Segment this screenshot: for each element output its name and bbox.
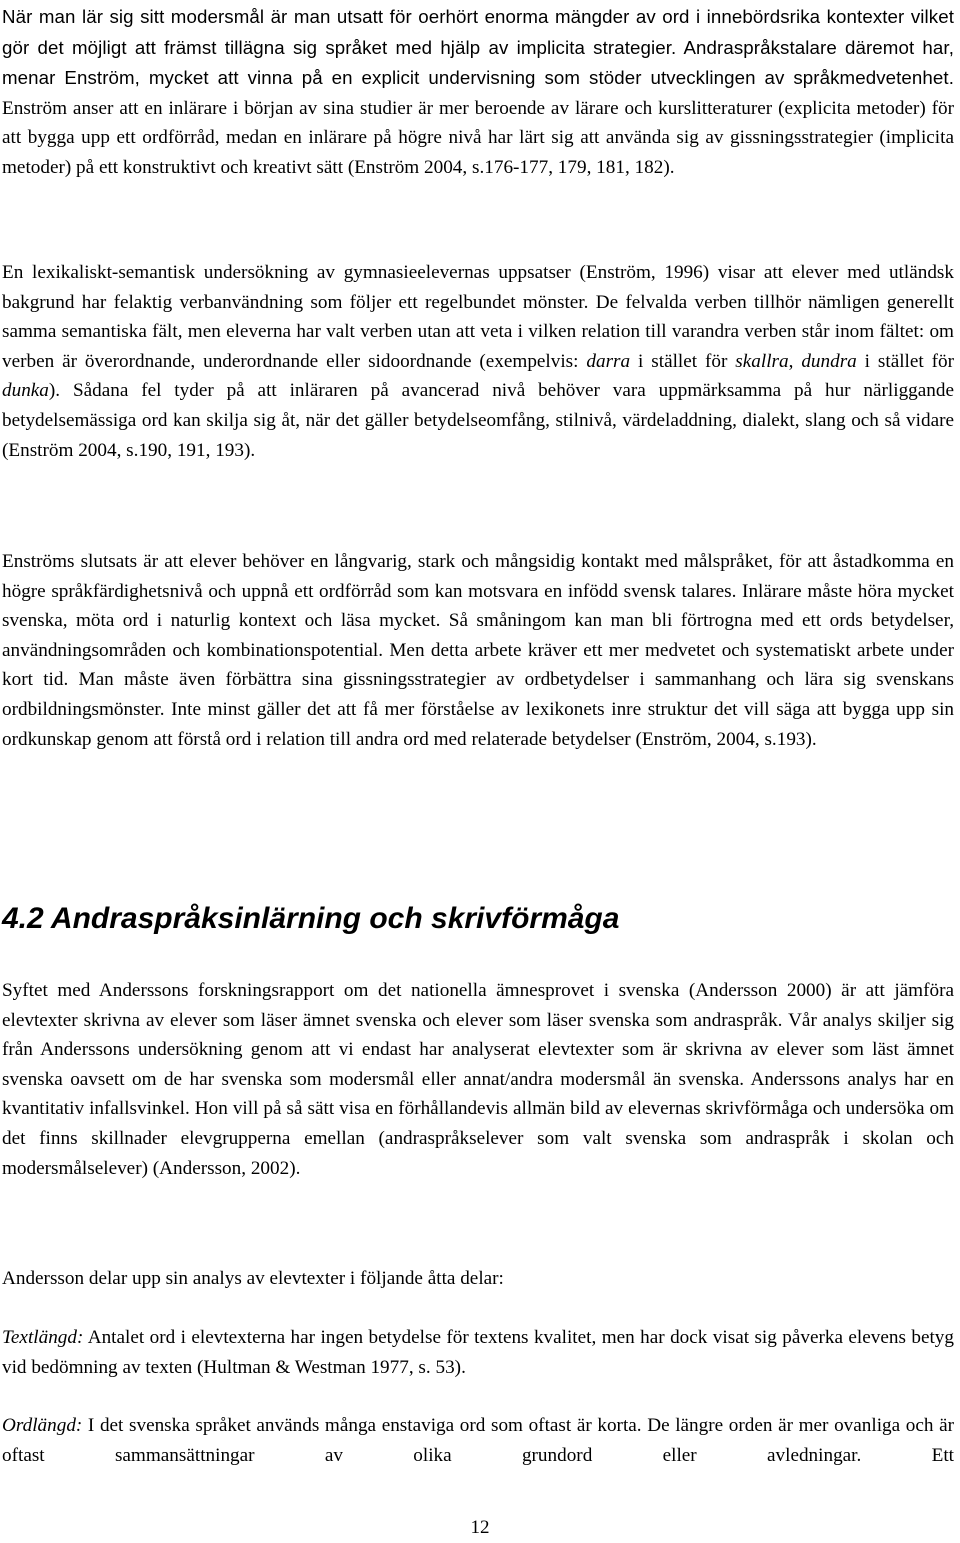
textlangd-description: Antalet ord i elevtexterna har ingen betydelse för textens kvalitet, men har dock visat sig påverka elevens betyg vid bedömning av texten (Hultman & Westman 1977, s. 53).	[2, 1327, 954, 1378]
paragraph-analysis-parts: Andersson delar upp sin analys av elevtexter i följande åtta delar:	[2, 1268, 504, 1289]
term-ordlangd: Ordlängd:	[2, 1415, 83, 1436]
paragraph-andersson-report: Syftet med Anderssons forskningsrapport om det nationella ämnesprovet i svenska (Andersson 2000) är att jämföra elevtexter skrivna av elever som läser ämnet svenska och elever som läser svenska som andraspråk. Vår analys skiljer sig från Anderssons undersökning genom att vi endast har analyserat elevtexter som är skrivna av elever som läst ämnet svenska oavsett om de har svenska som modersmål eller annat/andra modersmål än svenska. Anderssons analys har en kvantitativ infallsvinkel. Hon vill på så sätt visa en förhållandevis allmän bild av elevernas skrivförmåga och undersöka om det finns skillnader elevgrupperna emellan (andraspråkselever som valt svenska som andraspråk i skolan och modersmålselever) (Andersson, 2002).	[2, 980, 954, 1179]
example-word-skallra: skallra	[735, 350, 789, 372]
paragraph-text-run: En lexikaliskt-semantisk undersökning av gymnasieelevernas uppsatser (Enström, 1996) visar att elever med utländsk bakgrund har felaktig verbanvändning som följer ett regelbundet mönster. De felvalda verben tillhör nämligen generellt samma semantiska fält, men eleverna har valt verben utan att veta i vilken relation till varandra verben står inom fältet: om verben är överordnande, underordnande eller sidoordnande (exempelvis:	[2, 262, 954, 372]
section-heading: 4.2 Andraspråksinlärning och skrivförmåga	[2, 902, 620, 935]
paragraph-ordlangd	[2, 1411, 954, 1470]
paragraph-lexical-semantic-study	[2, 258, 954, 465]
paragraph-enstrom-strategies	[2, 2, 954, 183]
example-word-dundra: dundra	[801, 350, 857, 372]
paragraph-text-run: i stället för	[630, 350, 736, 372]
term-textlangd: Textlängd:	[2, 1327, 84, 1348]
paragraph-text-run: ). Sådana fel tyder på att inläraren på avancerad nivå behöver vara uppmärksamma på hur närliggande betydelsemässiga ord kan skilja sig åt, när det gäller betydelseomfång, stilnivå, värdeladdning, dialekt, slang och så vidare (Enström 2004, s.190, 191, 193).	[2, 380, 954, 461]
paragraph-enstrom-strategies-serif-run: Enström anser att en inlärare i början av sina studier är mer beroende av lärare och kurslitteraturer (explicita metoder) för att bygga upp ett ordförråd, medan en inlärare på högre nivå har lärt sig att använda sig av gissningsstrategier (implicita metoder) på ett konstruktivt och kreativt sätt (Enström 2004, s.176-177, 179, 181, 182).	[2, 97, 954, 178]
example-word-darra: darra	[586, 350, 631, 372]
page-number: 12	[470, 1517, 490, 1538]
paragraph-enstrom-strategies-sans-run: När man lär sig sitt modersmål är man utsatt för oerhört enorma mängder av ord i innebördsrika kontexter vilket gör det möjligt att främst tillägna sig språket med hjälp av implicita strategier. Andraspråkstalare däremot har, menar Enström, mycket att vinna på en explicit undervisning som stöder utvecklingen av språkmedvetenhet.	[2, 6, 954, 89]
paragraph-text-run: ,	[788, 350, 802, 372]
example-word-dunka: dunka	[2, 380, 49, 402]
paragraph-text-run: i stället för	[856, 350, 955, 372]
ordlangd-description: I det svenska språket används många enstaviga ord som oftast är korta. De längre orden är mer ovanliga och är oftast sammansättningar av olika grundord eller avledningar. Ett	[2, 1415, 954, 1466]
paragraph-textlangd	[2, 1323, 954, 1382]
paragraph-enstrom-conclusion: Enströms slutsats är att elever behöver en långvarig, stark och mångsidig kontakt med målspråket, för att åstadkomma en högre språkfärdighetsnivå och uppnå ett ordförråd som kan motsvara en infödd svensk talares. Inlärare måste höra mycket svenska, möta ord i naturlig kontext och läsa mycket. Så småningom kan man bli förtrogna med ett ords betydelser, användningsområden och kombinationspotential. Men detta arbete kräver ett mer medvetet och systematiskt arbete under kort tid. Man måste även förbättra sina gissningsstrategier av ordbetydelser i sammanhang och lära sig svenskans ordbildningsmönster. Inte minst gäller det att få mer förståelse av lexikonets inre struktur det vill säga att bygga upp sin ordkunskap genom att förstå ord i relation till andra ord med relaterade betydelser (Enström, 2004, s.193).	[2, 551, 954, 750]
